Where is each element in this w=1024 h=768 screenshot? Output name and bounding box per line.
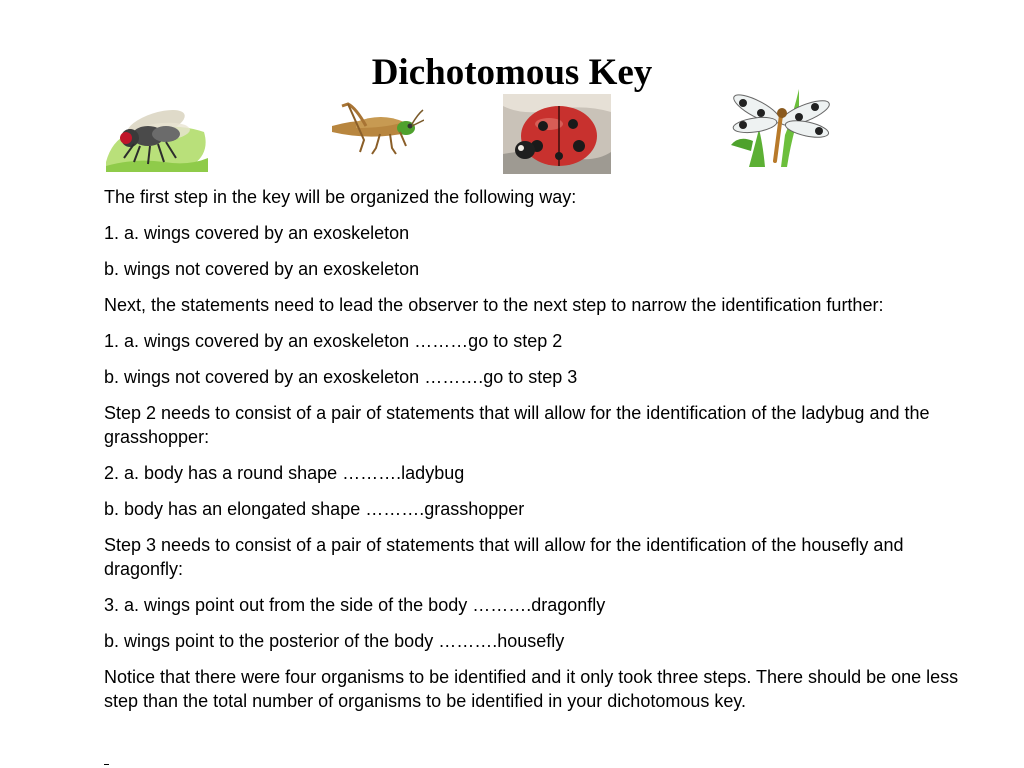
slide-title: Dichotomous Key (371, 51, 653, 93)
stray-mark (104, 764, 109, 765)
paragraph-notice: Notice that there were four organisms to be identified and it only took three steps. There should be one less step than the total number of organisms to be identified in your dichotomous key. (104, 667, 959, 711)
slide-body (104, 185, 964, 725)
ladybug-drawing (503, 94, 611, 174)
paragraph-next: Next, the statements need to lead the observer to the next step to narrow the identification further: (104, 295, 884, 315)
step-1a: 1. a. wings covered by an exoskeleton (104, 223, 410, 243)
dragonfly-image (729, 85, 833, 167)
housefly-drawing (104, 92, 212, 172)
step-2a: 2. a. body has a round shape ……….ladybug (104, 463, 465, 483)
paragraph-step2: Step 2 needs to consist of a pair of statements that will allow for the identification of the ladybug and the grasshopper: (104, 403, 930, 447)
step-1b: b. wings not covered by an exoskeleton (104, 259, 420, 279)
step-2b: b. body has an elongated shape ……….grasshopper (104, 499, 525, 519)
step-1b-goto: b. wings not covered by an exoskeleton ……….go to step 3 (104, 367, 578, 387)
paragraph-intro: The first step in the key will be organized the following way: (104, 187, 577, 207)
grasshopper-drawing (326, 100, 424, 160)
step-3b: b. wings point to the posterior of the body ……….housefly (104, 631, 565, 651)
grasshopper-image (326, 100, 424, 160)
paragraph-step3: Step 3 needs to consist of a pair of statements that will allow for the identification of the housefly and dragonfly: (104, 535, 904, 579)
step-3a: 3. a. wings point out from the side of the body ……….dragonfly (104, 595, 606, 615)
dragonfly-drawing (729, 85, 833, 167)
step-1a-goto: 1. a. wings covered by an exoskeleton ………go to step 2 (104, 331, 563, 351)
ladybug-image (503, 94, 611, 174)
housefly-image (104, 92, 212, 172)
